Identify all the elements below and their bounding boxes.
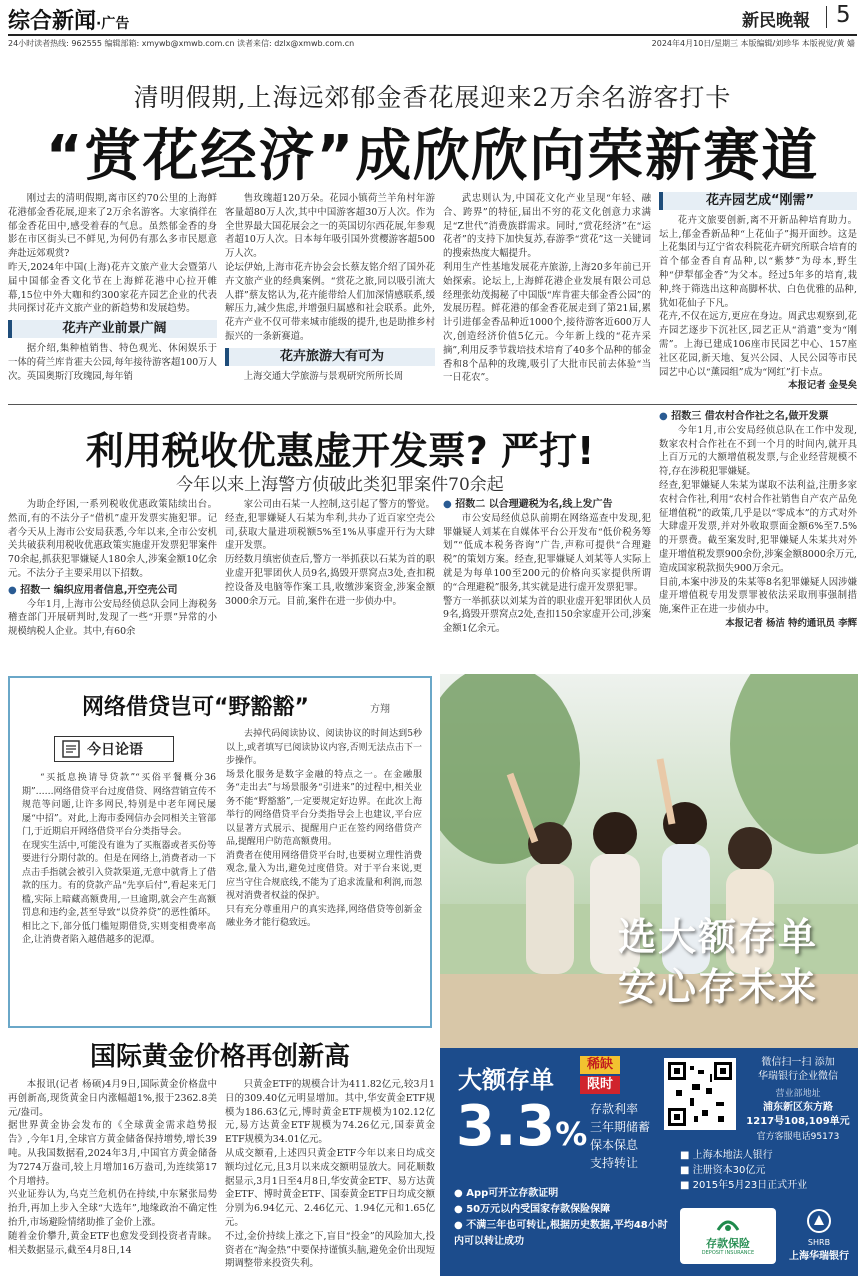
bank-info-1: ■ 上海本地法人银行	[680, 1150, 773, 1161]
story3-col1-text: 本报讯(记者 杨硕)4月9日,国际黄金价格盘中再创新高,现货黄金日内涨幅超1%,报于2362.8美元/盎司。 据世界黄金协会发布的《全球黄金需求趋势报告》,今年1月,全球官方黄金储备保持增势,增长39吨。从我国数据看,2024年3月,中国官方黄金储备为7274万盎司,较上月增加16万盎司,为连续第17个月增持。 兴业证券认为,乌克兰危机仍在持续,中东紧张局势抬升,再加上步入全球“大选年”,地缘政治不确定性抬升,市场避险情绪助推了金价上涨。 随着金价攀升,黄金ETF也愈发受到投资者青睐。相关数据显示,截至4月8日,14	[8, 1079, 217, 1256]
story1-col4-text: 花卉文旅要创新,离不开新品种培育助力。坛上,郁金香新品种“上花仙子”揭开面纱。这是上花集团与辽宁省农科院花卉研究所联合培育的首个郁金香自育品种,以“紫梦”为母本,野生种“伊犁郁金香”为父本。经过5年多的培育,栽种,终于筛选出这种高脚杯状、白色优雅的品种,犹如花仙子下凡。 花卉,不仅在远方,更应在身边。周武忠观察到,花卉园艺逐步下沉社区,园艺正从“消遣”变为“刚需”。上海已建成106座市民园艺中心、157座社区花园,新天地、复兴公园、人民公园等市民园艺中心以“薰园组”成为“网红”打卡点。	[659, 214, 857, 378]
ad-bullet-2-text: 50万元以内受国家存款保险保障	[466, 1204, 611, 1215]
paper-masthead: 新民晚報	[742, 11, 810, 31]
qr-title-1: 微信扫一扫 添加	[761, 1057, 835, 1068]
story2-headline: 利用税收优惠虚开发票? 严打!	[85, 429, 595, 473]
section-rule-1	[8, 404, 857, 405]
bank-info-2: ■ 注册资本30亿元	[680, 1165, 766, 1176]
ad-tag-2: 限时	[580, 1076, 620, 1094]
opinion-col2-text: 去掉代码阅读协议、阅读协议的时间达到5秒以上,或者填写已阅读协议内容,否则无法点击下一步操作。 场景化服务是数字金融的特点之一。在金融服务“走出去”与场景服务“引进来”的过程中,相关业务不能“野豁豁”,一定要规定好边界。在此次上海举行的网络借贷平台分类指导会上也建议,平台应以显著方式展示、提醒用户正在签约网络借贷产品,提醒用户防范高额费用。 消费者在使用网络借贷平台时,也要树立理性消费观念,量入为出,避免过度借贷。对于平台来说,更应当守住合规底线,不能为了追求流量和利润,而忽视对消费者权益的保护。 只有充分尊重用户的真实选择,网络借贷等创新金融业务才能行稳致远。	[226, 729, 422, 928]
insurance-label: 存款保险	[706, 1237, 750, 1250]
story3-headline: 国际黄金价格再创新高	[89, 1042, 350, 1072]
opinion-title: 网络借贷岂可“野豁豁”	[82, 695, 309, 720]
bank-advertisement	[440, 674, 858, 1276]
bank-info-3-text: 2015年5月23日正式开业	[692, 1180, 808, 1191]
qr-title-2: 华瑞银行企业微信	[758, 1071, 838, 1082]
story1-byline: 本报记者 金旻矣	[788, 380, 857, 392]
hotline-line: 24小时读者热线: 962555 编辑部箱: xmywb@xmwb.com.cn 读者来信: dzlx@xmwb.com.cn	[8, 39, 355, 48]
ad-bullet-1: ● App可开立存款证明	[454, 1188, 559, 1199]
opinion-badge	[54, 736, 174, 762]
page-header	[0, 0, 865, 48]
bank-name: 上海华瑞银行	[789, 1251, 849, 1262]
date-line: 2024年4月10日/星期三 本版编辑/刘珍华 本版视觉/黄 嫱	[651, 39, 855, 48]
ad-product-name: 大额存单	[458, 1066, 554, 1094]
story1-column-1	[8, 192, 217, 392]
opinion-author: 方翔	[370, 704, 390, 715]
bank-info-3: ■ 2015年5月23日正式开业	[680, 1180, 808, 1191]
bullet-icon: ●	[443, 499, 456, 510]
story2-col4-text: 今年1月,市公安局经侦总队在工作中发现,数家农村合作社在不到一个月的时间内,就开具上百万元的大额增值税发票,与企业经营规模不符,存在涉税犯罪嫌疑。 经查,犯罪嫌疑人朱某为谋取不法利益,注册多家农村合作社,利用“农村合作社销售自产农产品免征增值税”的政策,几乎是以“零成本”的方式对外大肆虚开发票,并对外收取票面金额6%至7.5%的开票费。截至案发时,犯罪嫌疑人朱某共对外虚开增值税发票900余份,涉案金额8000余万元,造成国家税款损失900万余元。 目前,本案中涉及的朱某等8名犯罪嫌疑人因涉嫌虚开增值税专用发票罪被依法采取刑事强制措施,案件正在进一步侦办中。	[659, 424, 857, 616]
story2-column-2	[225, 498, 435, 668]
story1-col1b-text: 据介绍,集种植销售、特色观光、休闲娱乐于一体的荷兰库肯霍夫公园,每年接待游客超100万人次。英国奥斯汀玫瑰园,每年销	[8, 342, 217, 382]
story3-column-1	[8, 1078, 217, 1274]
story2-col1-text: 为助企纾困,一系列税收优惠政策陆续出台。然而,有的不法分子“借机”虚开发票实施犯罪。记者今天从上海市公安局获悉,今年以来,全市公安机关共破获利用税收优惠政策实施虚开发票犯罪案件70余起,抓获犯罪嫌疑人180余人,涉案金额10亿余元。不法分子主要采用以下招数。	[8, 499, 217, 579]
story2-col3-text: 市公安局经侦总队前期在网络巡查中发现,犯罪嫌疑人刘某在自媒体平台公开发布“低价税务筹划”“低成本税务咨询”广告,声称可提供“合理避税”的策划方案。经查,犯罪嫌疑人刘某等人实际上就是为每单100至200元的价格向买家提供所谓的“合理避税”服务,其实就是进行虚开发票犯罪。 警方一举抓获以刘某为首的职业虚开犯罪团伙人员9名,捣毁开票窝点2处,查扣150余家虚开公司,涉案金额1亿余元。	[443, 512, 651, 635]
story1-subhead-1: 花卉产业前景广阔	[8, 320, 217, 338]
ad-bullet-1-text: App可开立存款证明	[466, 1188, 559, 1199]
story1-column-3	[443, 192, 651, 392]
bank-info-1-text: 上海本地法人银行	[692, 1150, 773, 1161]
ad-slogan-1: 选大额存单	[618, 914, 819, 959]
address-line-1: 浦东新区东方路	[763, 1102, 833, 1113]
story2-trick-2	[443, 498, 651, 512]
story1-subhead-2: 花卉旅游大有可为	[225, 348, 435, 366]
insurance-label-en: DEPOSIT INSURANCE	[701, 1250, 755, 1256]
bank-info	[680, 1148, 856, 1193]
ad-rate-unit: %	[555, 1115, 588, 1153]
story3-column-2	[225, 1078, 435, 1274]
bank-code: SHRB	[807, 1238, 831, 1247]
bank-info-2-text: 注册资本30亿元	[692, 1165, 766, 1176]
ad-rate-label: 存款利率	[590, 1102, 639, 1116]
ad-rate-value: 3.3	[456, 1094, 556, 1159]
story2-trick3-label: 招数三 借农村合作社之名,做开发票	[671, 411, 829, 422]
story2-trick1-label: 招数一 编织应用者信息,开空壳公司	[20, 584, 178, 596]
deposit-insurance-logo	[680, 1208, 776, 1264]
story2-trick-1	[8, 584, 217, 598]
ad-bullet-3-text: 不满三年也可转让,根据历史数据,平均48小时内可以转让成功	[454, 1220, 668, 1247]
deposit-insurance-icon	[714, 1214, 742, 1234]
ad-bullet-2: ● 50万元以内受国家存款保险保障	[454, 1204, 611, 1215]
header-rule	[8, 34, 857, 36]
bullet-icon: ●	[659, 411, 672, 422]
story1-column-4	[659, 192, 857, 398]
story3-col2-text: 只黄金ETF的规模合计为411.82亿元,较3月1日的309.40亿元明显增加。其中,华安黄金ETF规模为186.63亿元,博时黄金ETF规模为102.12亿元,易方达黄金ETF规模为74.26亿元,国泰黄金ETF规模为34.01亿元。 从成交额看,上述四只黄金ETF今年以来日均成交额均过亿元,且3月以来成交额明显放大。同花顺数据显示,3月1日至4月8日,华安黄金ETF、易方达黄金ETF、博时黄金ETF、国泰黄金ETF日均成交额分别为6.94亿元、2.46亿元、1.94亿元和1.65亿元。 不过,金价持续上涨之下,盲目“投金”的风险加大,投资者在“淘金热”中要保持谨慎头脑,避免金价出现短期调整带来投资失利。	[225, 1079, 435, 1270]
story1-col1-text: 刚过去的清明假期,离市区约70公里的上海鲜花港郁金香花展,迎来了2万余名游客。大家徜徉在郁金香花田中,感受着春的气息。虽然郁金香的身影在市区街头已不鲜见,为何仍有那么多市民愿意奔赴远郊观赏? 昨天,2024年中国(上海)花卉文旅产业大会暨第八届中国郁金香文化节在上海鲜花港中心拉开帷幕,15位中外大咖和约300家花卉园艺企业的代表共同探讨花卉文旅产业的新趋势和发展趋势。	[8, 193, 217, 315]
story1-col2-text: 售玫瑰超120万朵。花园小镇荷兰羊角村年游客量超80万人次,其中中国游客超30万人次。作为全世界最大国花展会之一的英国切尔西花展,年参观者超10万人次。日本每年吸引国外赏樱游客超500万人次。 论坛伊始,上海市花卉协会会长蔡友铭介绍了国外花卉文旅产业的经典案例。“赏花之旅,同以吸引流大人群”蔡友铭认为,花卉能带给人们加深情感联系,缓解压力,减少焦虑,并增强归属感和社会联系。此外,花卉产业不仅可带来城市能级的提升,也是助推乡村振兴的一条新赛道。	[225, 193, 435, 342]
ad-feature-2: 支持转让	[590, 1156, 639, 1170]
qr-code-icon	[668, 1062, 732, 1126]
ad-bullet-3: ● 不满三年也可转让,根据历史数据,平均48小时内可以转让成功	[454, 1220, 668, 1247]
story2-col2-text: 家公司由石某一人控制,这引起了警方的警觉。经查,犯罪嫌疑人石某为牟利,共办了近百家空壳公司,获取大量进项税额5%至1%从事虚开行为大肆虚开发票。 历经数月缜密侦查后,警方一举抓获以石某为首的职业虚开犯罪团伙人员9名,捣毁开票窝点3处,查扣税控设备及电脑等作案工具,收缴涉案资金,涉案金额3000余万元。目前,案件在进一步侦办中。	[225, 499, 435, 607]
bank-logo-icon	[806, 1208, 832, 1234]
ad-lower-panel	[440, 1048, 858, 1276]
address-line-2: 1217号108,109单元	[746, 1116, 850, 1127]
story1-col3-text: 武忠则认为,中国花文化产业呈现“年轻、融合、跨界”的特征,届出不穷的花文化创意力求满足“Z世代”消费族群需求。同时,“赏花经济”在“运花者”的支持下加快复苏,春游季“赏花”这一关键词的搜索热度大幅提升。 利用生产性基地发展花卉旅游,上海20多年前已开始探索。论坛上,上海鲜花港企业发展有限公司总经理张幼茂揭秘了中国版“库肯霍夫郁金香公园”的发展历程。鲜花港的郁金香花展走到了第21届,累计引进郁金香品种近1000个,接待游客近600万人次,创造经济价值5亿元。今年新上线的“花卉采摘”,利用反季节栽培技术培育了40多个品种的郁金香和8个品种的玫瑰,吸引了大批市民前去体验“当一日花农”。	[443, 193, 651, 384]
ad-tag-1: 稀缺	[580, 1056, 620, 1074]
address-label: 营业部地址	[775, 1089, 821, 1099]
story1-col2b-text: 上海交通大学旅游与景观研究所所长周	[243, 370, 404, 382]
section-name: 综合新闻	[8, 9, 97, 34]
story2-subhead: 今年以来上海警方侦破此类犯罪案件70余起	[176, 475, 504, 495]
story2-trick2-label: 招数二 以合理避税为名,线上发广告	[455, 499, 613, 510]
bullet-icon: ●	[8, 584, 21, 596]
opinion-column-1	[22, 772, 216, 1022]
section-title	[8, 4, 129, 35]
ad-bullets	[454, 1186, 676, 1250]
qr-code[interactable]	[664, 1058, 736, 1130]
page-number-divider	[826, 6, 827, 28]
story1-headline: “赏花经济”成欣欣向荣新赛道	[45, 124, 820, 189]
ad-term: 三年期储蓄	[590, 1120, 651, 1134]
opinion-badge-label: 今日论语	[87, 742, 143, 758]
story2-column-1	[8, 498, 217, 668]
opinion-column-2	[226, 728, 422, 1022]
ad-feature-1: 保本保息	[590, 1138, 639, 1152]
bank-logo	[784, 1208, 854, 1262]
story2-trick-3	[659, 410, 857, 424]
page-number: 5	[836, 2, 851, 28]
ad-rate	[456, 1094, 587, 1159]
opinion-box	[8, 676, 432, 1028]
section-sub: ·广告	[96, 16, 130, 32]
story1-column-2	[225, 192, 435, 392]
story2-col1b-text: 今年1月,上海市公安局经侦总队会同上海税务稽查部门开展研判时,发现了一些“开票”异常的小规模纳税人企业。其中,有60余	[8, 598, 217, 638]
story1-kicker: 清明假期,上海远郊郁金香花展迎来2万余名游客打卡	[133, 83, 732, 112]
ad-photo	[440, 674, 858, 1048]
story2-byline: 本报记者 杨洁 特约通讯员 李辉	[725, 617, 857, 629]
speech-seal-icon	[61, 739, 81, 759]
story1-side-title: 花卉园艺成“刚需”	[659, 192, 857, 210]
story2-column-4	[659, 410, 857, 668]
story2-column-3	[443, 498, 651, 668]
qr-info	[742, 1056, 854, 1144]
ad-slogan-2: 安心存未来	[618, 964, 819, 1009]
opinion-col1-text: “买抵息换请导贷款”“买俗平餐概分36期”……网络借贷平台过度借贷、网络营销宣传不规范等问题,让许多网民,特别是中老年网民屡屡“中招”。对此,上海市委网信办会同相关主管部门,于近期启开网络借贷平台分类指导会。 在现实生活中,可能没有谁为了买瓶器或者买份等要进行分期付款的。但是在网络上,消费者动一下点击手指就会被引入贷款渠道,无意中就背上了借款的压力。有的贷款产品“先享后付”,看起来无门槛,实际上暗藏高额费用,一旦逾期,就会产生高额罚息和违约金,甚至导致“以贷养贷”的恶性循环。相比之下,部分低门槛短期借贷,实则变相费率高企,让消费者陷入越借越多的泥潭。	[22, 773, 216, 945]
service-hotline: 官方客服电话95173	[756, 1132, 840, 1142]
